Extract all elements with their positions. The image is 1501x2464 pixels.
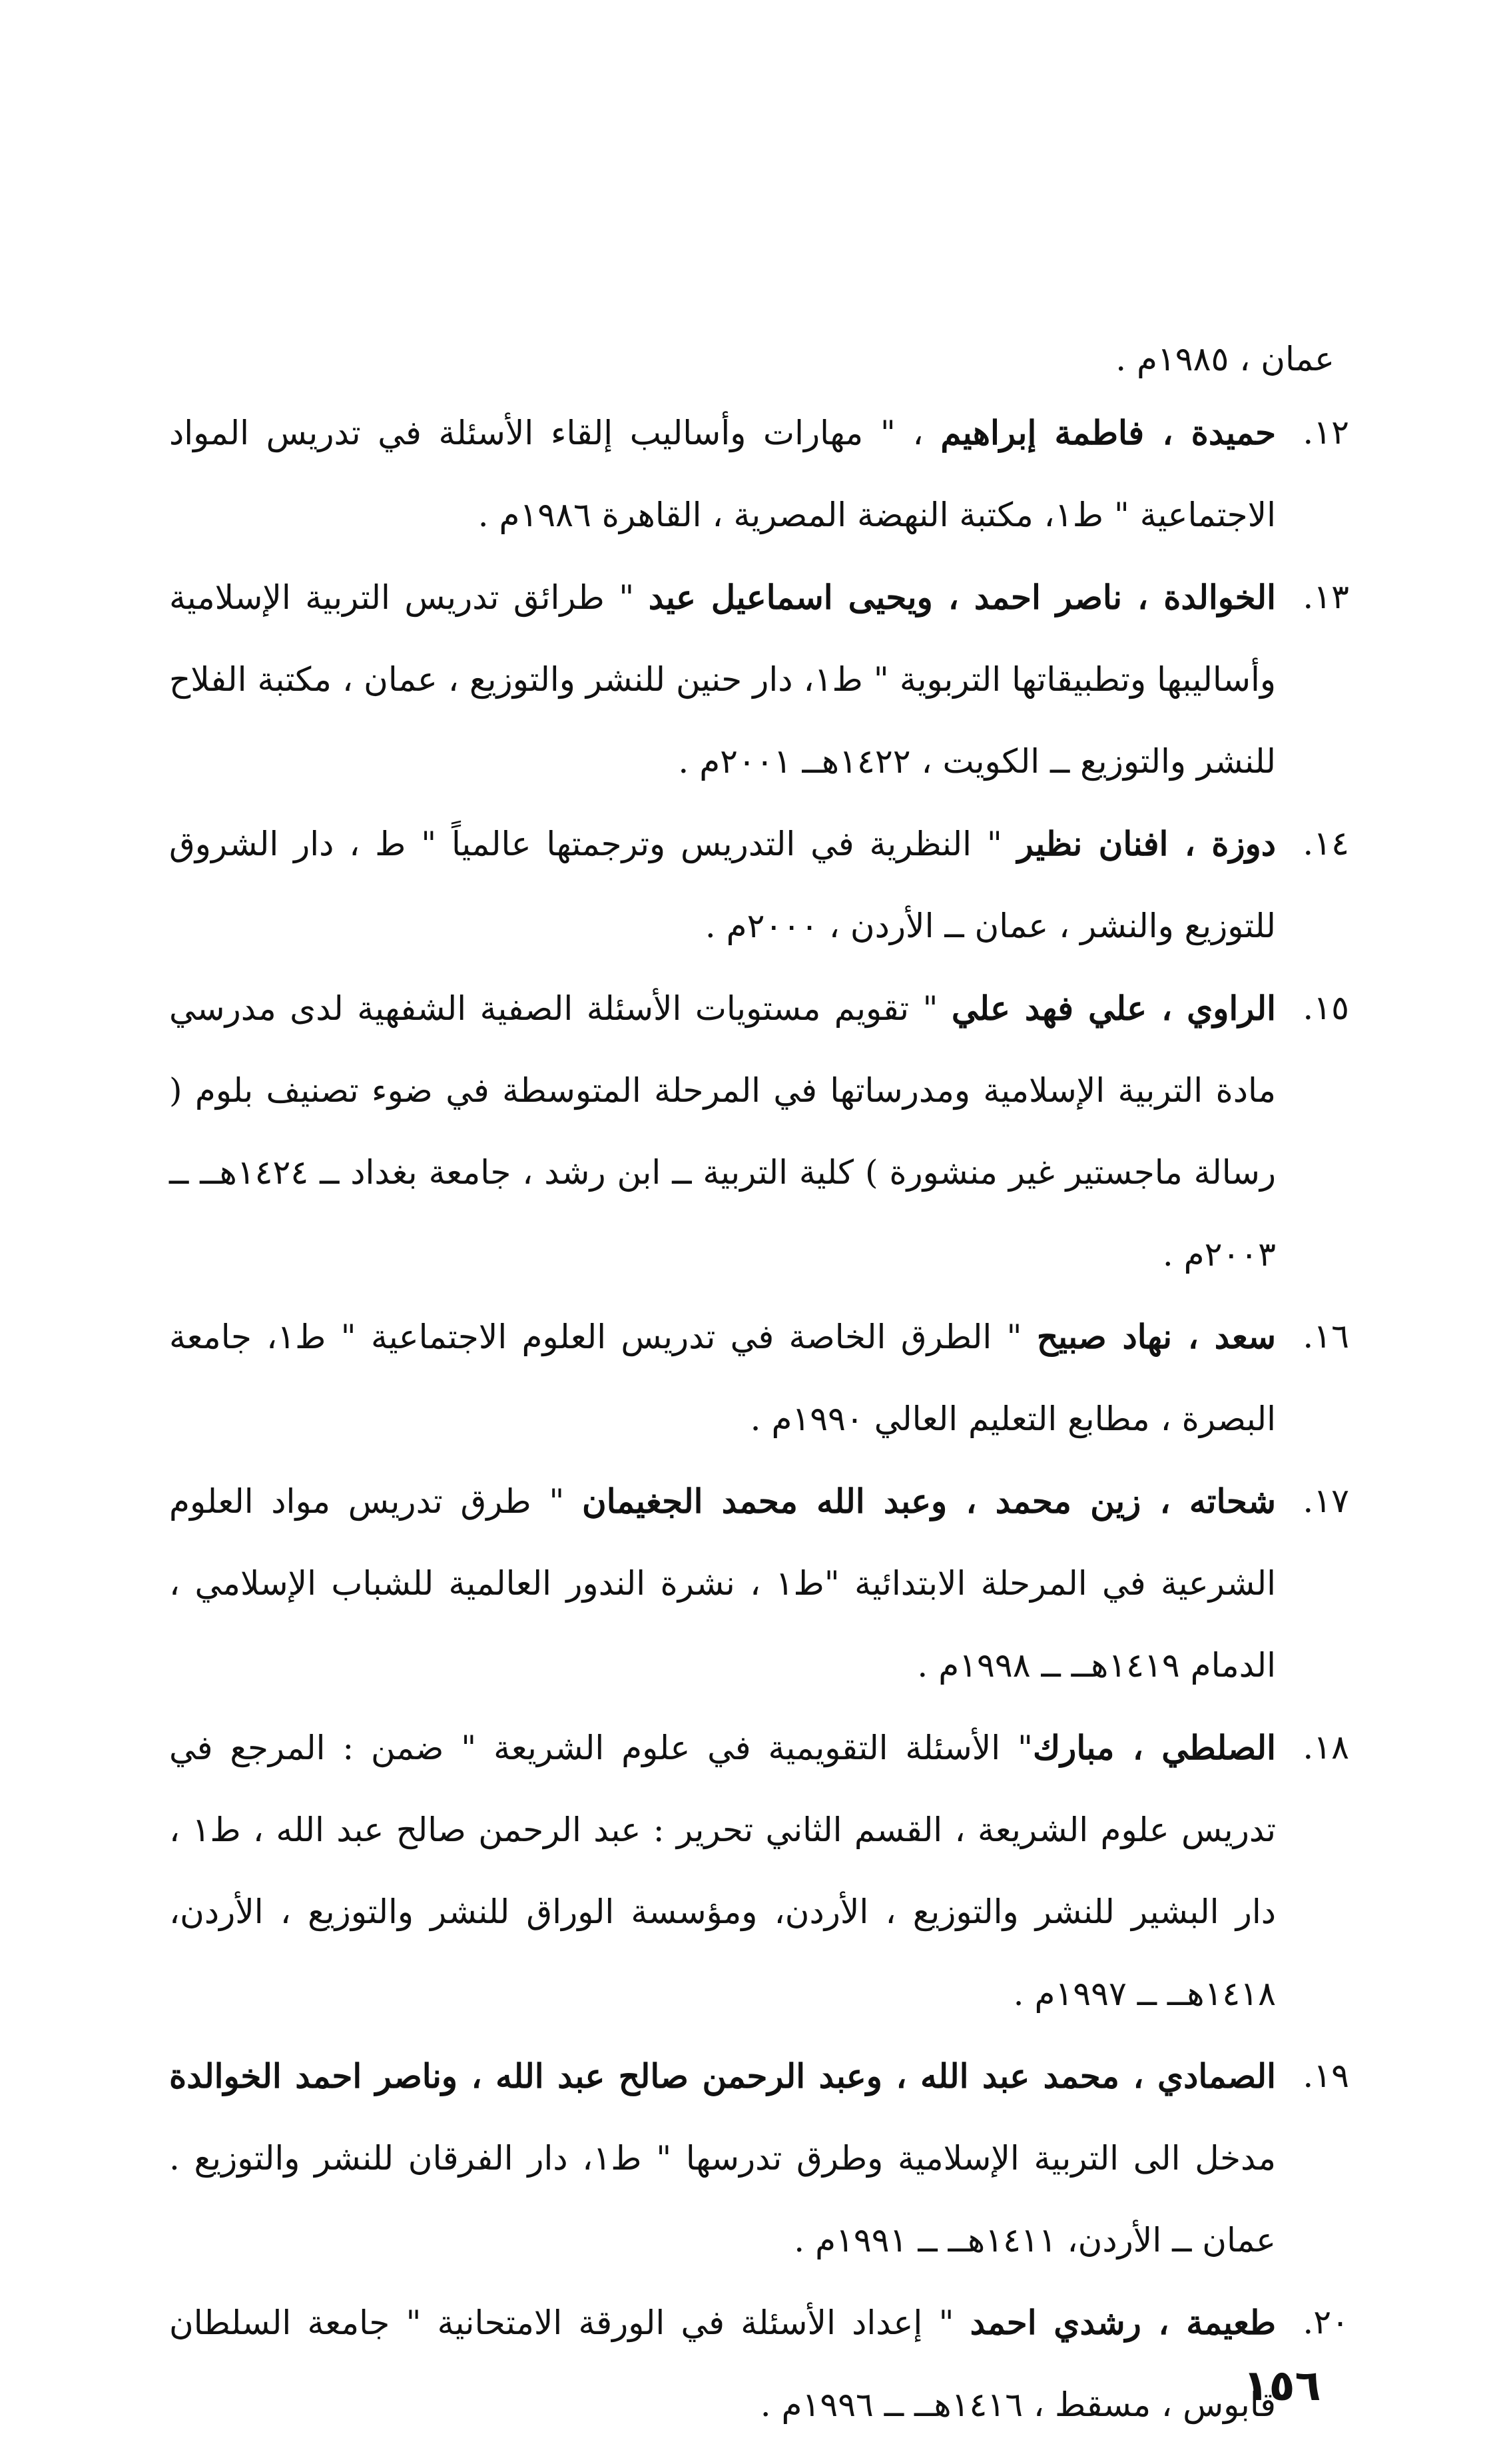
reference-number: .١٨ xyxy=(1303,1728,1349,1767)
reference-number: .١٢ xyxy=(1303,413,1349,452)
reference-author: الصلطي ، مبارك xyxy=(1032,1728,1276,1767)
reference-author: الراوي ، علي فهد علي xyxy=(951,989,1276,1028)
reference-text: " تقويم مستويات الأسئلة الصفية الشفهية لدى مدرسي مادة التربية الإسلامية ومدرساتها في المرحلة المتوسطة في ضوء تصنيف بلوم ( رسالة ماجستير غير منشورة ) كلية التربية ــ ابن رشد ، جامعة بغداد ــ ١٤٢٤هــ ــ ٢٠٠٣م . xyxy=(169,989,1276,1274)
reference-item xyxy=(169,1296,1349,1460)
reference-number: .١٣ xyxy=(1303,578,1349,616)
reference-list xyxy=(169,392,1349,2446)
reference-number: .١٧ xyxy=(1303,1481,1349,1520)
reference-number: .١٤ xyxy=(1303,824,1349,863)
reference-author: شحاته ، زين محمد ، وعبد الله محمد الجغيمان xyxy=(582,1481,1276,1521)
reference-author: سعد ، نهاد صبيح xyxy=(1036,1317,1276,1356)
reference-author: حميدة ، فاطمة إبراهيم xyxy=(940,413,1276,452)
reference-number: .١٦ xyxy=(1303,1317,1349,1356)
reference-item xyxy=(169,967,1349,1296)
reference-text: مدخل الى التربية الإسلامية وطرق تدرسها " ط١، دار الفرقان للنشر والتوزيع . عمان ــ الأردن، ١٤١١هــ ــ ١٩٩١م . xyxy=(169,2139,1276,2259)
reference-text: " الأسئلة التقويمية في علوم الشريعة " ضمن : المرجع في تدريس علوم الشريعة ، القسم الثاني تحرير : عبد الرحمن صالح عبد الله ، ط١ ، دار البشير للنشر والتوزيع ، الأردن، ومؤسسة الوراق للنشر والتوزيع ، الأردن، ١٤١٨هــ ــ ١٩٩٧م . xyxy=(169,1729,1277,2013)
reference-item xyxy=(169,803,1349,967)
page-number: ١٥٦ xyxy=(1243,2361,1321,2411)
reference-text: " إعداد الأسئلة في الورقة الامتحانية " جامعة السلطان قابوس ، مسقط ، ١٤١٦هــ ــ ١٩٩٦م . xyxy=(169,2303,1276,2424)
reference-text: " طرائق تدريس التربية الإسلامية وأساليبها وتطبيقاتها التربوية " ط١، دار حنين للنشر والتوزيع ، عمان ، مكتبة الفلاح للنشر والتوزيع ــ الكويت ، ١٤٢٢هــ ٢٠٠١م . xyxy=(169,578,1276,781)
reference-item xyxy=(169,556,1349,803)
reference-item xyxy=(169,2035,1349,2281)
reference-author: الخوالدة ، ناصر احمد ، ويحيى اسماعيل عيد xyxy=(648,578,1276,617)
reference-item xyxy=(169,1460,1349,1707)
reference-author: طعيمة ، رشدي احمد xyxy=(970,2303,1276,2342)
reference-item xyxy=(169,1707,1349,2035)
reference-text: ، " مهارات وأساليب إلقاء الأسئلة في تدريس المواد الاجتماعية " ط١، مكتبة النهضة المصرية ، القاهرة ١٩٨٦م . xyxy=(169,414,1276,534)
reference-text: " الطرق الخاصة في تدريس العلوم الاجتماعية " ط١، جامعة البصرة ، مطابع التعليم العالي ١٩٩٠م . xyxy=(169,1318,1276,1438)
reference-number: .١٩ xyxy=(1303,2056,1349,2095)
reference-number: .١٥ xyxy=(1303,989,1349,1027)
reference-text: " طرق تدريس مواد العلوم الشرعية في المرحلة الابتدائية "ط١ ، نشرة الندور العالمية للشباب الإسلامي ، الدمام ١٤١٩هــ ــ ١٩٩٨م . xyxy=(169,1482,1276,1685)
reference-text: " النظرية في التدريس وترجمتها عالمياً " ط ، دار الشروق للتوزيع والنشر ، عمان ــ الأردن ، ٢٠٠٠م . xyxy=(169,825,1276,945)
reference-author: الصمادي ، محمد عبد الله ، وعبد الرحمن صالح عبد الله ، وناصر احمد الخوالدة xyxy=(169,2056,1276,2096)
reference-author: دوزة ، افنان نظير xyxy=(1017,824,1276,863)
reference-item xyxy=(169,392,1349,556)
reference-number: .٢٠ xyxy=(1303,2303,1349,2341)
continuation-line: عمان ، ١٩٨٥م . xyxy=(1115,340,1335,378)
reference-item xyxy=(169,2281,1349,2446)
